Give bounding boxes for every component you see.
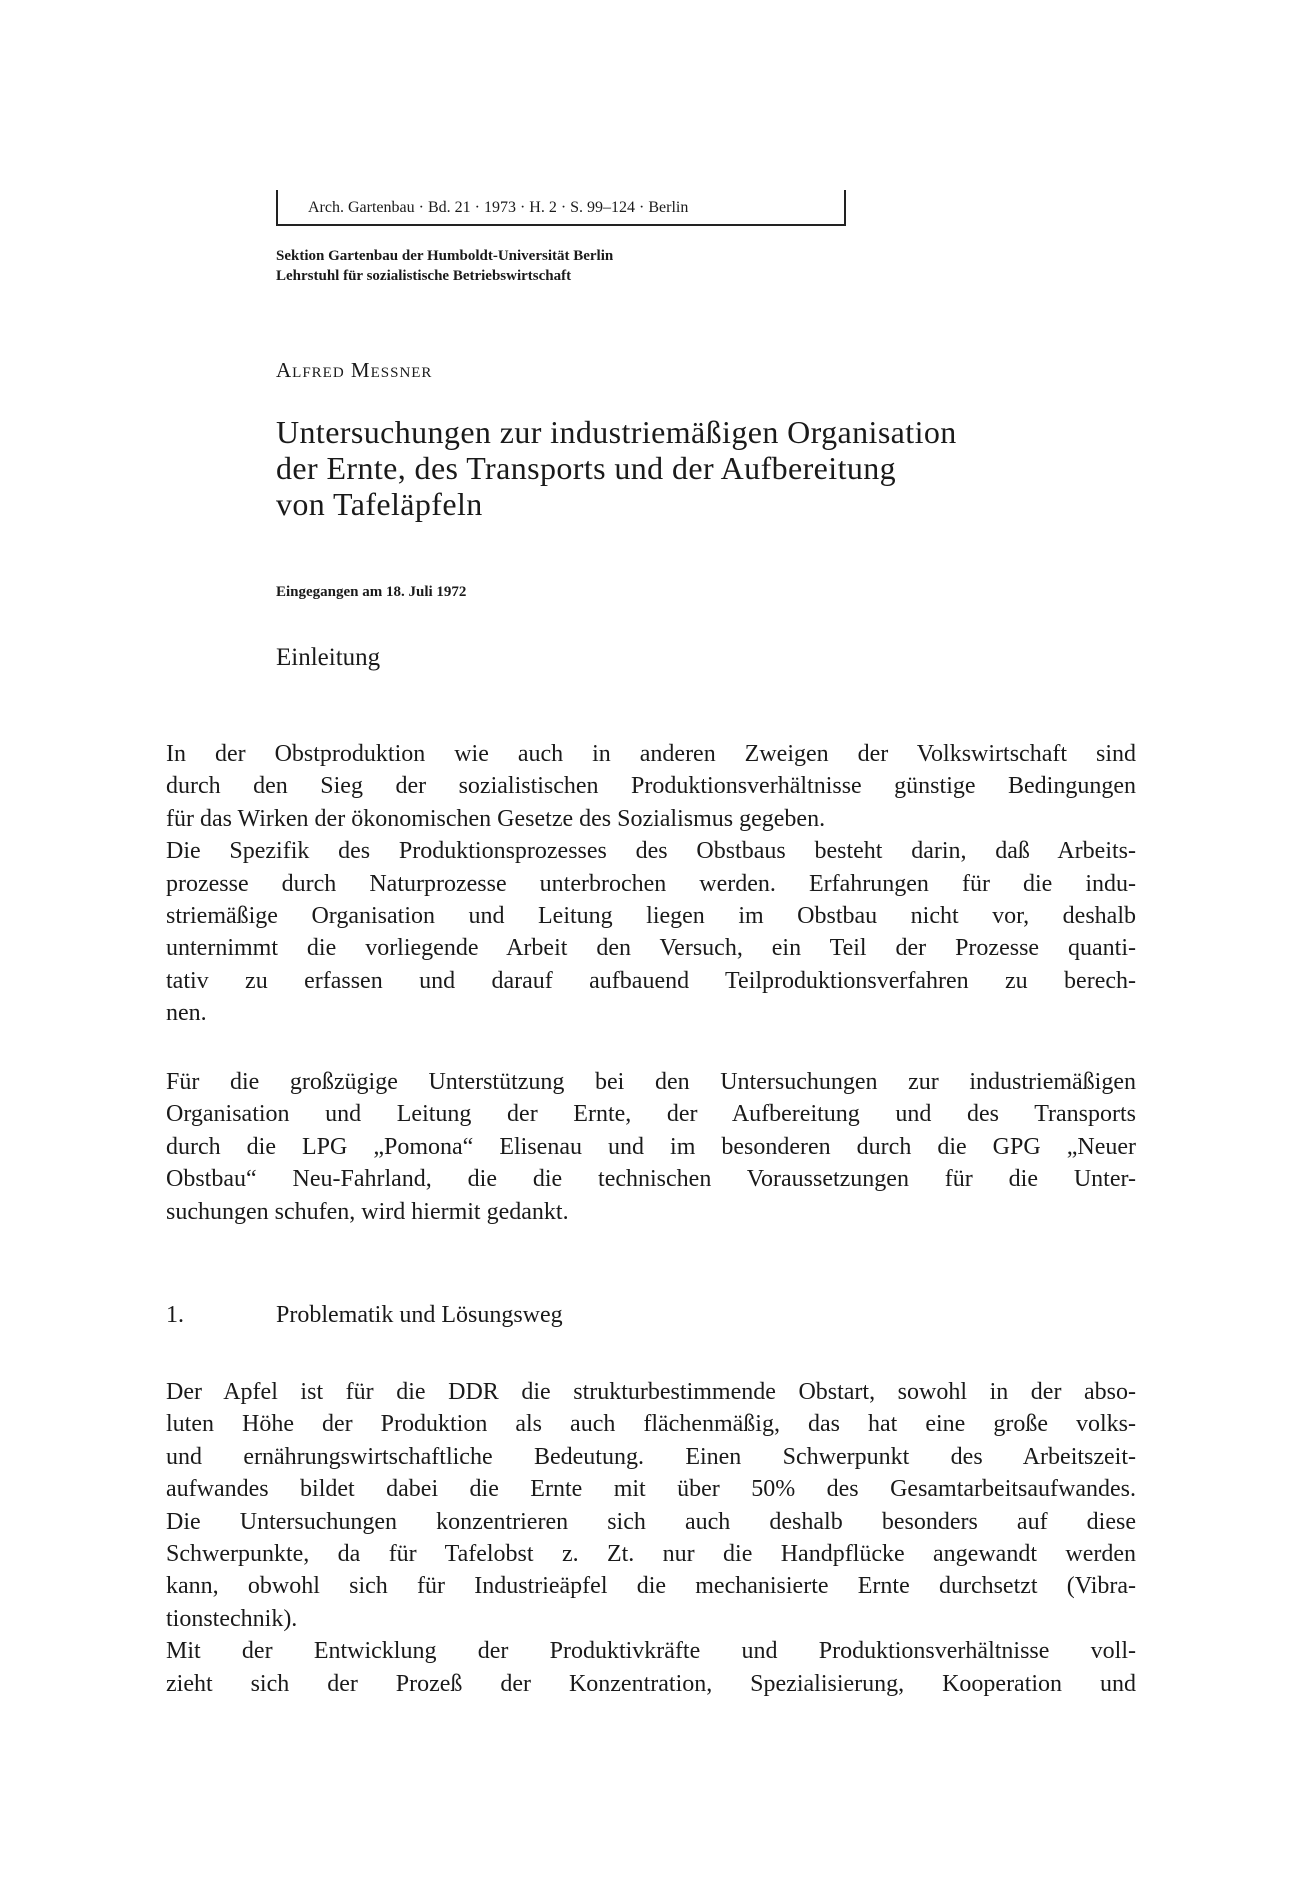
text-line: Für die großzügige Unterstützung bei den Untersuchungen zur industriemäßigen: [166, 1069, 1136, 1095]
text-line: kann, obwohl sich für Industrieäpfel die mechanisierte Ernte durchsetzt (Vibra-: [166, 1573, 1136, 1600]
section-title: Problematik und Lösungsweg: [276, 1302, 563, 1328]
received-date: Eingegangen am 18. Juli 1972: [276, 584, 467, 600]
section-1-paragraph: [166, 1376, 1136, 1700]
text-line: Schwerpunkte, da für Tafelobst z. Zt. nur die Handpflücke angewandt werden: [166, 1541, 1136, 1568]
section-number: 1.: [166, 1302, 184, 1328]
text-line: prozesse durch Naturprozesse unterbrochen werden. Erfahrungen für die indu-: [166, 870, 1136, 897]
text-line: und ernährungswirtschaftliche Bedeutung. Einen Schwerpunkt des Arbeitszeit-: [166, 1443, 1136, 1470]
affiliation: [276, 246, 613, 286]
intro-paragraph: [166, 738, 1136, 1030]
text-line: Der Apfel ist für die DDR die strukturbestimmende Obstart, sowohl in der abso-: [166, 1379, 1136, 1405]
text-line: nen.: [166, 1000, 207, 1027]
text-line: In der Obstproduktion wie auch in anderen Zweigen der Volkswirtschaft sind: [166, 741, 1136, 767]
text-line: tativ zu erfassen und darauf aufbauend Teilproduktionsverfahren zu berech-: [166, 967, 1136, 994]
author-name: Alfred Messner: [276, 358, 433, 382]
paper-title: [276, 414, 1106, 522]
text-line: Die Spezifik des Produktionsprozesses des Obstbaus besteht darin, daß Arbeits-: [166, 838, 1136, 865]
text-line: durch die LPG „Pomona“ Elisenau und im besonderen durch die GPG „Neuer: [166, 1133, 1136, 1160]
text-line: unternimmt die vorliegende Arbeit den Versuch, ein Teil der Prozesse quanti-: [166, 935, 1136, 962]
title-line: der Ernte, des Transports und der Aufbereitung: [276, 450, 897, 486]
text-line: zieht sich der Prozeß der Konzentration, Spezialisierung, Kooperation und: [166, 1670, 1136, 1697]
text-line: Organisation und Leitung der Ernte, der Aufbereitung und des Transports: [166, 1101, 1136, 1128]
acknowledgement-paragraph: [166, 1066, 1136, 1228]
text-line: Mit der Entwicklung der Produktivkräfte und Produktionsverhältnisse voll-: [166, 1638, 1136, 1665]
text-line: durch den Sieg der sozialistischen Produktionsverhältnisse günstige Bedingungen: [166, 773, 1136, 800]
section-1-heading: [166, 1302, 563, 1329]
journal-reference: Arch. Gartenbau · Bd. 21 · 1973 · H. 2 · S. 99–124 · Berlin: [276, 190, 846, 226]
text-line: aufwandes bildet dabei die Ernte mit über 50% des Gesamtarbeitsaufwandes.: [166, 1476, 1136, 1503]
text-line: suchungen schufen, wird hiermit gedankt.: [166, 1198, 569, 1225]
title-line: Untersuchungen zur industriemäßigen Organisation: [276, 414, 957, 450]
affiliation-line: Lehrstuhl für sozialistische Betriebswirtschaft: [276, 268, 572, 284]
text-line: luten Höhe der Produktion als auch flächenmäßig, das hat eine große volks-: [166, 1411, 1136, 1438]
text-line: striemäßige Organisation und Leitung liegen im Obstbau nicht vor, deshalb: [166, 903, 1136, 930]
title-line: von Tafeläpfeln: [276, 486, 483, 522]
affiliation-line: Sektion Gartenbau der Humboldt-Universität Berlin: [276, 248, 614, 264]
text-line: Die Untersuchungen konzentrieren sich auch deshalb besonders auf diese: [166, 1508, 1136, 1535]
text-line: tionstechnik).: [166, 1605, 298, 1632]
text-line: für das Wirken der ökonomischen Gesetze des Sozialismus gegeben.: [166, 805, 826, 832]
text-line: Obstbau“ Neu-Fahrland, die die technischen Voraussetzungen für die Unter-: [166, 1166, 1136, 1193]
intro-heading: Einleitung: [276, 644, 381, 671]
